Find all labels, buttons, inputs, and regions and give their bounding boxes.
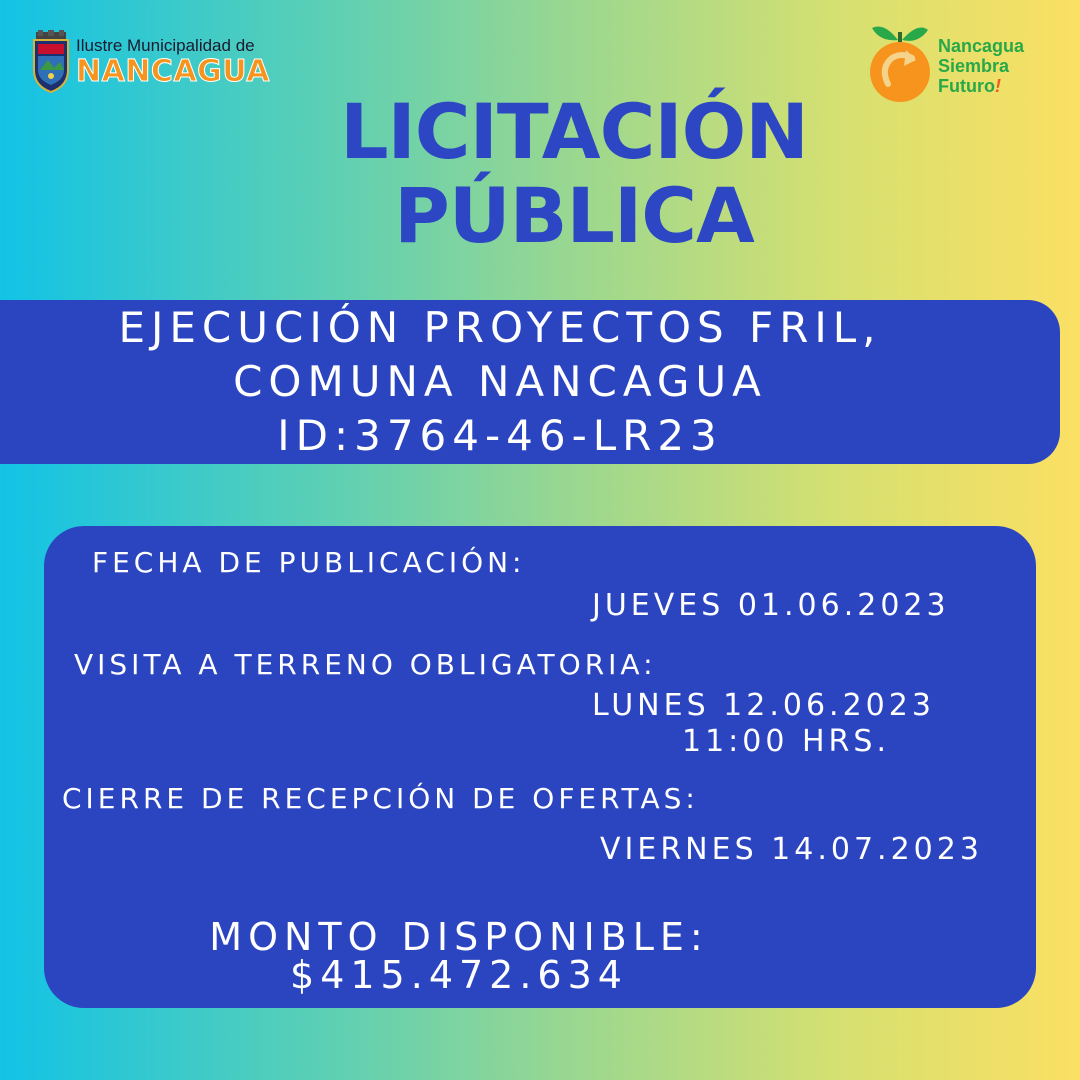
municipality-name: NANCAGUA (76, 54, 270, 89)
campaign-line-1: Nancagua (938, 36, 1025, 56)
headline-line-1: LICITACIÓN (340, 87, 808, 176)
headline (0, 87, 1080, 260)
closing-date: VIERNES 14.07.2023 (600, 832, 983, 867)
amount-block (44, 915, 874, 997)
campaign-line-2: Siembra (938, 56, 1010, 76)
amount-value: $415.472.634 (290, 953, 628, 997)
site-visit-label: VISITA A TERRENO OBLIGATORIA: (74, 648, 657, 681)
campaign-text (938, 36, 1024, 96)
site-visit-date: LUNES 12.06.2023 (592, 688, 935, 723)
publication-label: FECHA DE PUBLICACIÓN: (92, 546, 526, 579)
project-banner (0, 300, 1060, 464)
campaign-exclamation: ! (994, 76, 1001, 96)
publication-date: JUEVES 01.06.2023 (592, 588, 950, 623)
amount-label: MONTO DISPONIBLE: (209, 915, 709, 959)
coat-of-arms-icon (30, 30, 72, 94)
project-line-2: COMUNA NANCAGUA (233, 357, 767, 406)
project-id: ID:3764-46-LR23 (277, 411, 723, 460)
project-line-1: EJECUCIÓN PROYECTOS FRIL, (118, 303, 882, 352)
project-text (0, 300, 1000, 464)
site-visit-time: 11:00 HRS. (682, 724, 890, 759)
headline-line-2: PÚBLICA (394, 171, 754, 260)
municipality-prefix: Ilustre Municipalidad de (76, 36, 255, 55)
campaign-line-3: Futuro (938, 76, 995, 96)
closing-label: CIERRE DE RECEPCIÓN DE OFERTAS: (62, 782, 699, 815)
details-card (44, 526, 1036, 1008)
